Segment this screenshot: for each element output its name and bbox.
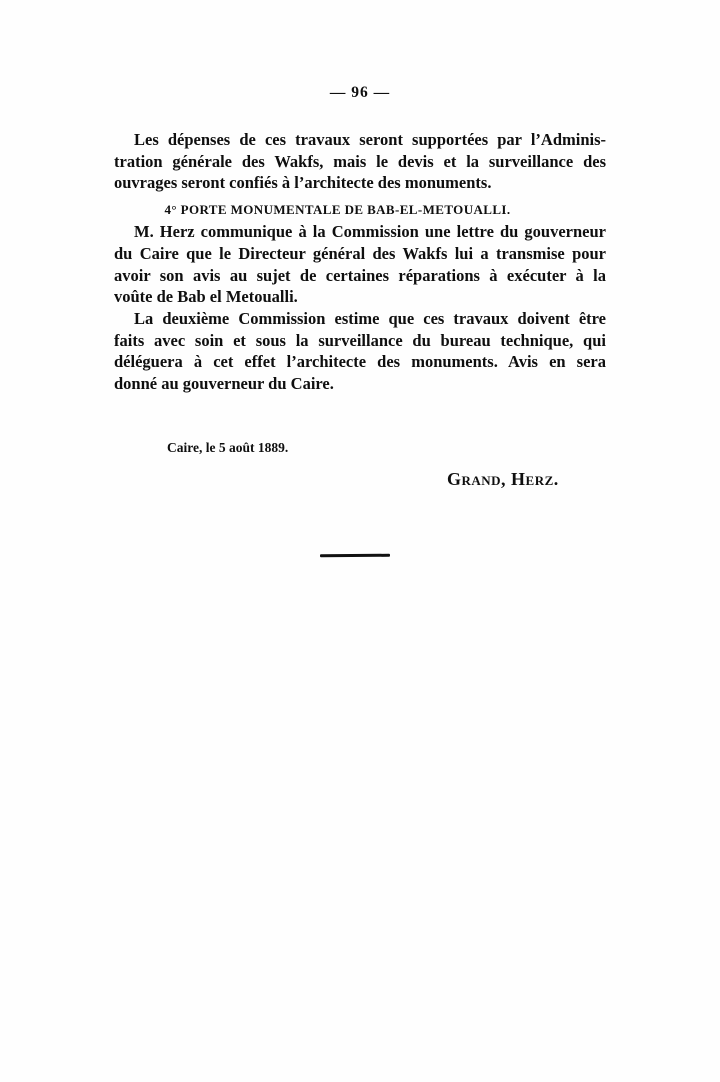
paragraph-line: ouvrages seront confiés à l’architecte des monuments.: [114, 173, 492, 193]
paragraph-line: M. Herz communique à la Commission une lettre du gouverneur: [134, 222, 606, 242]
dateline: Caire, le 5 août 1889.: [167, 440, 289, 455]
signature: Grand, Herz.: [447, 469, 559, 489]
paragraph-line: voûte de Bab el Metoualli.: [114, 287, 298, 307]
paragraph-2: [114, 221, 606, 308]
end-rule: [320, 554, 390, 557]
paragraph-line: La deuxième Commission estime que ces travaux doivent être: [134, 308, 606, 328]
paragraph-1: [114, 129, 606, 194]
paragraph-3: [114, 308, 606, 395]
paragraph-line: faits avec soin et sous la surveillance du bureau technique, qui: [114, 330, 606, 350]
paragraph-line: déléguera à cet effet l’architecte des monuments. Avis en sera: [114, 352, 606, 372]
page-content: [114, 129, 606, 395]
section-heading: 4° PORTE MONUMENTALE DE BAB-EL-METOUALLI.: [164, 202, 511, 218]
paragraph-line: du Caire que le Directeur général des Wakfs lui a transmise pour: [114, 243, 606, 263]
paragraph-line: avoir son avis au sujet de certaines réparations à exécuter à la: [114, 265, 606, 285]
paragraph-line: tration générale des Wakfs, mais le devis et la surveillance des: [114, 151, 606, 171]
paragraph-line: donné au gouverneur du Caire.: [114, 374, 334, 394]
paragraph-line: Les dépenses de ces travaux seront supportées par l’Adminis-: [134, 130, 606, 149]
page-number: — 96 —: [329, 84, 391, 101]
